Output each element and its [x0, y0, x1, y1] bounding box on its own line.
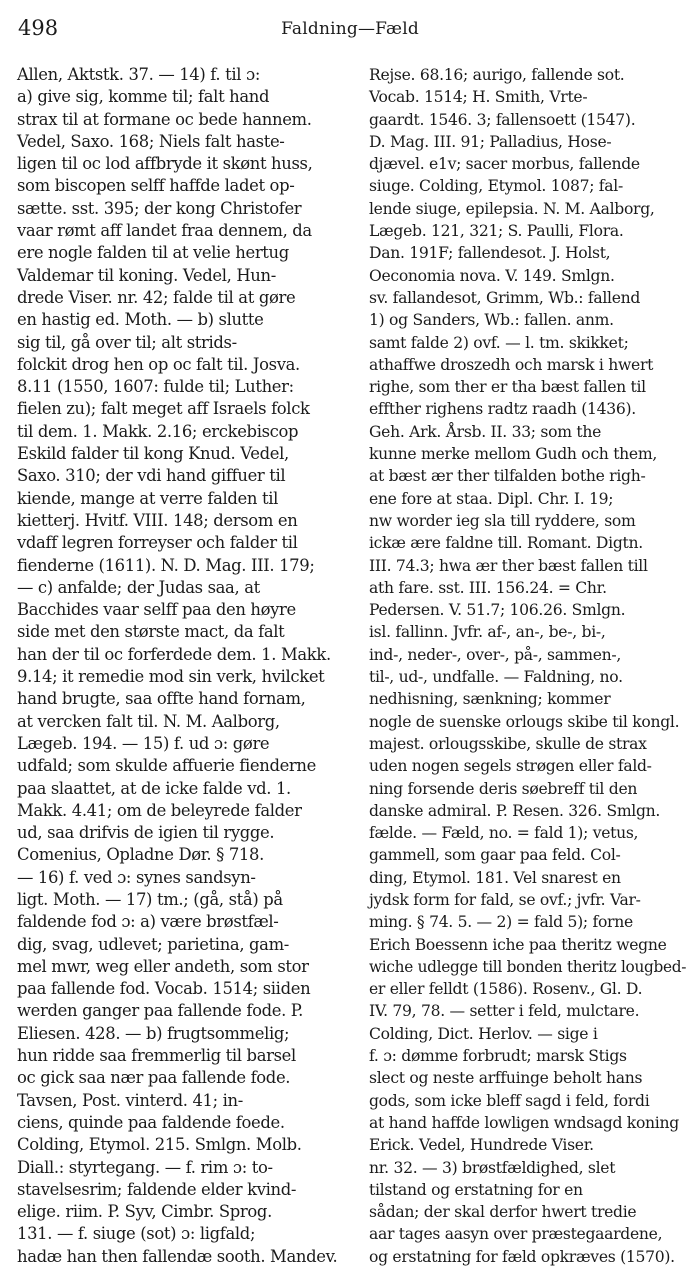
text-line: Erick. Vedel, Hundrede Viser.: [369, 1136, 594, 1155]
text-line: en hastig ed. Moth. — b) slutte: [17, 310, 264, 330]
text-line: isl. fallinn. Jvfr. af-, an-, be-, bi-,: [369, 623, 606, 642]
text-line: ligt. Moth. — 17) tm.; (gå, stå) på: [17, 889, 283, 909]
text-line: righe, som ther er tha bæst fallen til: [369, 378, 646, 397]
text-line: kunne merke mellom Gudh och them,: [369, 445, 657, 464]
text-line: Lægeb. 121, 321; S. Paulli, Flora.: [369, 222, 624, 241]
text-line: ning forsende deris søebreff til den: [369, 779, 638, 798]
text-line: 9.14; it remedie mod sin verk, hvilcket: [17, 667, 325, 687]
text-line: Eliesen. 428. — b) frugtsommelig;: [17, 1023, 290, 1043]
text-line: Vedel, Saxo. 168; Niels falt haste-: [17, 131, 285, 151]
text-line: udfald; som skulde affuerie fienderne: [17, 756, 316, 776]
text-line: slect og neste arffuinge beholt hans: [369, 1069, 643, 1088]
text-line: ind-, neder-, over-, på-, sammen-,: [369, 645, 622, 664]
text-line: til-, ud-, undfalle. — Faldning, no.: [369, 668, 623, 687]
text-line: strax til at formane oc bede hannem.: [17, 109, 312, 129]
text-line: Rejse. 68.16; aurigo, fallende sot.: [369, 66, 625, 84]
text-line: faldende fod ɔ: a) være brøstfæl-: [17, 912, 279, 932]
text-line: samt falde 2) ovf. — l. tm. skikket;: [369, 333, 629, 352]
text-line: jydsk form for fald, se ovf.; jvfr. Var-: [369, 890, 641, 909]
text-line: fielen zu); falt meget aff Israels folck: [17, 399, 310, 419]
text-line: sætte. sst. 395; der kong Christofer: [17, 198, 302, 218]
text-line: werden ganger paa fallende fode. P.: [17, 1001, 304, 1021]
text-line: Geh. Ark. Årsb. II. 33; som the: [369, 422, 601, 441]
text-line: 8.11 (1550, 1607: fulde til; Luther:: [17, 377, 294, 397]
text-line: IV. 79, 78. — setter i feld, mulctare.: [369, 1002, 640, 1021]
text-line: Erich Boessenn iche paa theritz wegne: [369, 935, 667, 954]
text-line: sig til, gå over til; alt strids-: [17, 332, 237, 352]
text-line: kietterj. Hvitf. VIII. 148; dersom en: [17, 510, 298, 530]
text-line: oc gick saa nær paa fallende fode.: [17, 1068, 291, 1088]
text-line: tilstand og erstatning for en: [369, 1180, 583, 1199]
page-number: 498: [18, 16, 59, 40]
text-line: side met den største mact, da falt: [17, 622, 285, 642]
text-line: er eller felldt (1586). Rosenv., Gl. D.: [369, 980, 643, 999]
text-line: uden nogen segels strøgen eller fald-: [369, 757, 652, 776]
text-line: Tavsen, Post. vinterd. 41; in-: [17, 1090, 243, 1110]
text-line: a) give sig, komme til; falt hand: [17, 87, 270, 107]
text-line: Makk. 4.41; om de beleyrede falder: [17, 800, 302, 820]
text-line: III. 74.3; hwa ær ther bæst fallen till: [369, 556, 648, 575]
text-line: elige. riim. P. Syv, Cimbr. Sprog.: [17, 1202, 272, 1222]
text-line: ene fore at staa. Dipl. Chr. I. 19;: [369, 489, 614, 508]
text-line: nr. 32. — 3) brøstfældighed, slet: [369, 1158, 616, 1177]
text-line: drede Viser. nr. 42; falde til at gøre: [17, 287, 296, 307]
text-line: Saxo. 310; der vdi hand giffuer til: [17, 466, 286, 486]
running-head: Faldning—Fæld: [281, 19, 419, 39]
text-line: f. ɔ: dømme forbrudt; marsk Stigs: [369, 1047, 627, 1066]
text-line: — 16) f. ved ɔ: synes sandsyn-: [17, 867, 256, 887]
text-line: mel mwr, weg eller andeth, som stor: [17, 956, 309, 976]
text-line: stavelsesrim; faldende elder kvind-: [17, 1179, 297, 1199]
text-line: fienderne (1611). N. D. Mag. III. 179;: [17, 555, 315, 575]
text-line: Valdemar til koning. Vedel, Hun-: [17, 265, 276, 285]
text-line: danske admiral. P. Resen. 326. Smlgn.: [369, 801, 661, 820]
text-line: athaffwe droszedh och marsk i hwert: [369, 355, 654, 374]
text-line: hadæ han then fallendæ sooth. Mandev.: [17, 1246, 338, 1266]
text-line: ciens, quinde paa faldende foede.: [17, 1112, 285, 1132]
text-line: dig, svag, udlevet; parietina, gam-: [17, 934, 289, 954]
page-header: [14, 12, 686, 42]
text-line: paa fallende fod. Vocab. 1514; siiden: [17, 979, 311, 999]
text-line: sådan; der skal derfor hwert tredie: [369, 1203, 637, 1222]
text-line: nogle de suenske orlougs skibe til kongl.: [369, 712, 680, 731]
text-line: sv. fallandesot, Grimm, Wb.: fallend: [369, 288, 641, 307]
text-line: majest. orlougsskibe, skulle de strax: [369, 734, 647, 753]
text-line: ud, saa drifvis de igien til rygge.: [17, 823, 275, 843]
text-line: wiche udlegge till bonden theritz lougbed-: [369, 957, 687, 976]
text-line: Allen, Aktstk. 37. — 14) f. til ɔ:: [17, 65, 261, 84]
text-line: han der til oc forferdede dem. 1. Makk.: [17, 644, 331, 664]
text-line: ming. § 74. 5. — 2) = fald 5); forne: [369, 913, 633, 932]
text-line: fælde. — Fæld, no. = fald 1); vetus,: [369, 824, 639, 843]
text-line: ding, Etymol. 181. Vel snarest en: [369, 868, 621, 887]
text-line: og erstatning for fæld opkræves (1570).: [369, 1247, 675, 1266]
text-line: Vocab. 1514; H. Smith, Vrte-: [369, 88, 588, 107]
text-line: at bæst ær ther tilfalden bothe righ-: [369, 467, 646, 486]
text-line: til dem. 1. Makk. 2.16; erckebiscop: [17, 421, 299, 441]
text-line: paa slaattet, at de icke falde vd. 1.: [17, 778, 291, 798]
text-line: ligen til oc lod affbryde it skønt huss,: [17, 154, 313, 174]
text-line: Bacchides vaar selff paa den høyre: [17, 600, 296, 620]
text-line: Pedersen. V. 51.7; 106.26. Smlgn.: [369, 601, 626, 620]
text-line: Colding, Etymol. 215. Smlgn. Molb.: [17, 1135, 302, 1155]
text-line: ickæ ære faldne till. Romant. Digtn.: [369, 534, 643, 553]
right-text-column: [369, 64, 686, 1268]
text-line: 1) og Sanders, Wb.: fallen. anm.: [369, 311, 614, 330]
text-line: nw worder ieg sla till ryddere, som: [369, 511, 636, 530]
text-line: vdaff legren forreyser och falder til: [17, 533, 298, 553]
text-line: gammell, som gaar paa feld. Col-: [369, 846, 621, 865]
text-line: lende siuge, epilepsia. N. M. Aalborg,: [369, 199, 655, 218]
text-line: ere nogle falden til at velie hertug: [17, 243, 289, 263]
text-line: som biscopen selff haffde ladet op-: [17, 176, 295, 196]
text-line: Colding, Dict. Herlov. — sige i: [369, 1024, 598, 1043]
text-line: hand brugte, saa offte hand fornam,: [17, 689, 306, 709]
text-line: 131. — f. siuge (sot) ɔ: ligfald;: [17, 1224, 256, 1244]
text-line: Diall.: styrtegang. — f. rim ɔ: to-: [17, 1157, 273, 1177]
text-line: aar tages aasyn over præstegaardene,: [369, 1225, 663, 1244]
text-line: siuge. Colding, Etymol. 1087; fal-: [369, 177, 623, 196]
text-line: effther righens radtz raadh (1436).: [369, 400, 636, 419]
text-line: vaar rømt aff landet fraa dennem, da: [17, 221, 312, 241]
text-line: kiende, mange at verre falden til: [17, 488, 278, 508]
text-line: nedhisning, sænkning; kommer: [369, 690, 611, 709]
text-line: Comenius, Opladne Dør. § 718.: [17, 845, 264, 865]
text-line: — c) anfalde; der Judas saa, at: [17, 577, 260, 597]
text-line: at hand haffde lowligen wndsagd koning: [369, 1113, 679, 1132]
text-line: gaardt. 1546. 3; fallensoett (1547).: [369, 110, 636, 129]
text-line: Oeconomia nova. V. 149. Smlgn.: [369, 266, 615, 285]
text-line: at vercken falt til. N. M. Aalborg,: [17, 711, 280, 731]
text-line: Dan. 191F; fallendesot. J. Holst,: [369, 244, 611, 263]
text-line: Lægeb. 194. — 15) f. ud ɔ: gøre: [17, 733, 270, 753]
left-text-column: [17, 64, 350, 1268]
text-line: folckit drog hen op oc falt til. Josva.: [17, 354, 300, 374]
text-line: hun ridde saa fremmerlig til barsel: [17, 1046, 296, 1066]
text-line: ath fare. sst. III. 156.24. = Chr.: [369, 578, 607, 597]
text-line: Eskild falder til kong Knud. Vedel,: [17, 444, 289, 464]
text-line: D. Mag. III. 91; Palladius, Hose-: [369, 132, 612, 151]
text-line: gods, som icke bleff sagd i feld, fordi: [369, 1091, 650, 1110]
text-line: djævel. e1v; sacer morbus, fallende: [369, 155, 640, 174]
